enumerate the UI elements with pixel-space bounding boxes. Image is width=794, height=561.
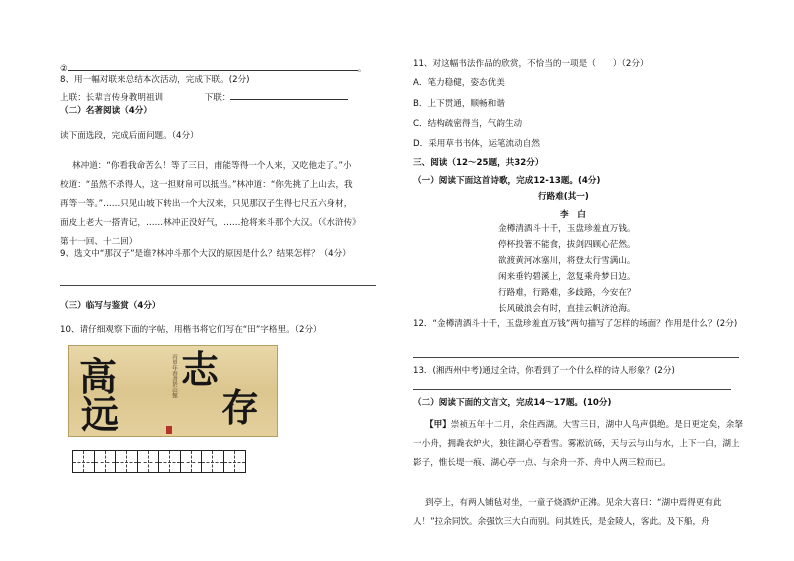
poem-author: 李 白 <box>560 210 586 220</box>
tian-grid <box>72 450 246 473</box>
q8-lower-blank[interactable] <box>230 90 348 100</box>
calligraphy-image <box>68 345 278 437</box>
novel-excerpt: 林冲道：“你看我命苦么！等了三日，甫能等得一个人来，又吃他走了。”小校道：“虽然不杀得人，这一担财帛可以抵当。”林冲道：“你先挑了上山去，我再等一等。”……只见山坡下转出一个大汉来，只见那汉子生得七尺五六身材，面皮上老大一搭青记，……林冲正没好气，……抢将来斗那个大汉。（《水浒传》第十一回、十二回） <box>60 161 357 247</box>
section2-intro: 读下面选段，完成后面问题。（4分） <box>60 131 199 141</box>
grid-cell[interactable] <box>73 451 95 472</box>
poem-line: 闲来垂钓碧溪上，忽复乘舟梦日边。 <box>498 272 636 282</box>
poem-line: 欲渡黄河冰塞川，将登太行雪满山。 <box>498 256 636 266</box>
poem-line: 行路难，行路难，多歧路，今安在？ <box>498 288 636 298</box>
q9-answer-line[interactable] <box>60 285 376 286</box>
section3-title: （三）临写与鉴赏（4分） <box>60 301 161 311</box>
poem-line: 金樽清酒斗十千，玉盘珍羞直万钱。 <box>498 224 636 234</box>
reading-section-title: 三、阅读（12～25题，共32分） <box>413 158 544 168</box>
poem-title: 行路难(其一) <box>538 192 589 202</box>
q7-answer-line: ② 。 <box>60 61 366 75</box>
grid-cell[interactable] <box>138 451 160 472</box>
q11-option-a[interactable]: A．笔力稳健，姿态优美 <box>413 78 505 88</box>
q11-option-d[interactable]: D．采用草书书体，运笔流动自然 <box>413 139 540 149</box>
q9-text: 9、选文中“那汉子”是谁?林冲斗那个大汉的原因是什么？结果怎样？（4分） <box>60 249 351 259</box>
grid-cell[interactable] <box>159 451 181 472</box>
q12-text: 12．“金樽清酒斗十千，玉盘珍羞直万钱”两句描写了怎样的场面？作用是什么？(2分) <box>413 319 738 329</box>
q11-option-b[interactable]: B．上下贯通，顺畅和谐 <box>413 99 505 109</box>
calligraphy-inscription: 丙申年春書於山館 <box>171 354 177 398</box>
q12-answer-line[interactable] <box>413 357 739 358</box>
grid-cell[interactable] <box>202 451 224 472</box>
q8-couplet-line <box>60 90 348 104</box>
calligraphy-char-yuan: 远 <box>81 392 120 437</box>
poem-line: 长风破浪会有时，直挂云帆济沧海。 <box>498 304 636 314</box>
grid-cell[interactable] <box>181 451 203 472</box>
grid-cell[interactable] <box>224 451 246 472</box>
classical-section-title: （二）阅读下面的文言文，完成14～17题。(10分) <box>413 398 612 408</box>
grid-cell[interactable] <box>95 451 117 472</box>
q8-upper-couplet: 上联：长辈言传身教明祖训 <box>60 93 164 103</box>
q7-item-marker: ② <box>60 64 68 74</box>
section2-title: （二）名著阅读（4分） <box>60 106 152 116</box>
q7-blank[interactable] <box>68 61 358 71</box>
q11-option-c[interactable]: C．结构疏密得当，气韵生动 <box>413 119 523 129</box>
poem-line: 停杯投箸不能食，拔剑四顾心茫然。 <box>498 240 636 250</box>
calligraphy-char-zhi: 志 <box>181 347 220 392</box>
poem-section-title: （一）阅读下面这首诗歌，完成12-13题。(4分) <box>413 176 601 186</box>
q11-text: 11、对这幅书法作品的欣赏，不恰当的一项是（ ）（2分） <box>413 59 649 69</box>
calligraphy-char-gao: 高 <box>79 354 118 399</box>
q13-answer-line[interactable] <box>413 389 731 390</box>
classical-passage-p1: 【甲】崇祯五年十二月，余住西湖。大雪三日，湖中人鸟声俱绝。是日更定矣，余拏一小舟，拥毳衣炉火，独往湖心亭看雪。雾凇沆砀，天与云与山与水，上下一白，湖上影子，惟长堤一痕、湖心亭一点、与余舟一芥、舟中人两三粒而已。 <box>413 420 743 468</box>
q13-text: 13．(湘西州中考)通过全诗，你看到了一个什么样的诗人形象？(2分) <box>413 366 675 376</box>
q10-text: 10、请仔细观察下面的字帖，用楷书将它们写在“田”字格里。（2分） <box>60 325 322 335</box>
classical-passage-p2: 到亭上，有两人铺毡对坐，一童子烧酒炉正沸。见余大喜曰：“湖中焉得更有此人！”拉余同饮。余强饮三大白而别。问其姓氏，是金陵人，客此。及下船，舟 <box>413 498 722 527</box>
q8-text: 8、用一幅对联来总结本次活动，完成下联。(2分) <box>60 75 250 85</box>
calligraphy-char-cun: 存 <box>221 385 260 430</box>
grid-cell[interactable] <box>116 451 138 472</box>
q8-lower-label: 下联： <box>204 93 231 103</box>
passage-label-jia: 【甲】 <box>425 420 451 430</box>
seal-stamp <box>166 426 172 434</box>
